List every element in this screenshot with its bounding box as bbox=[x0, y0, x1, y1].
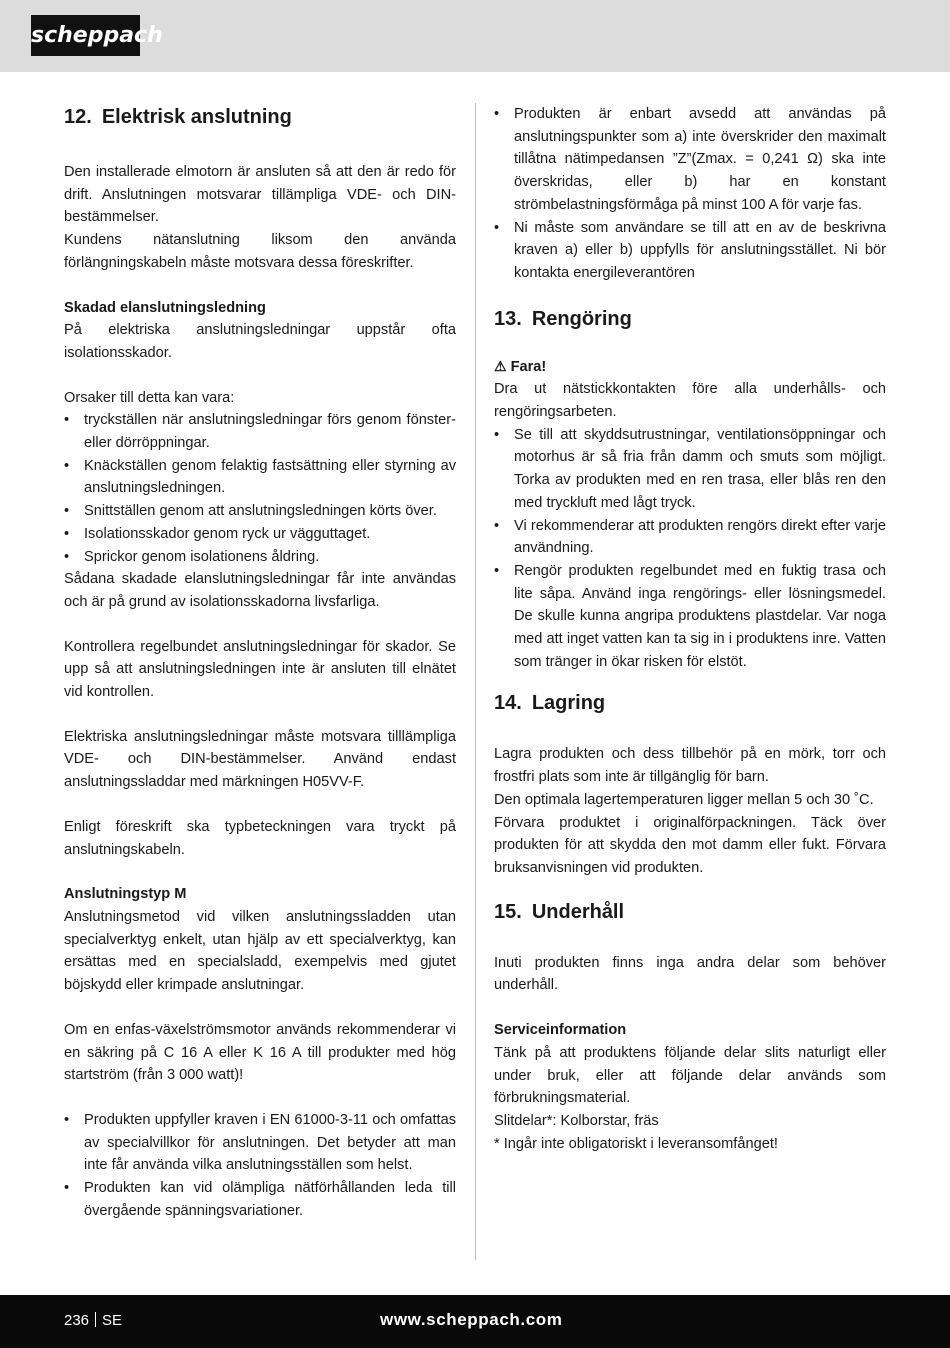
paragraph: Tänk på att produktens följande delar slits naturligt eller under bruk, eller att följande delar används som förbrukningsmaterial. bbox=[494, 1044, 886, 1107]
paragraph: Inuti produkten finns inga andra delar som behöver underhåll. bbox=[494, 954, 886, 994]
list-item: • Isolationsskador genom ryck ur vägguttaget. bbox=[64, 523, 456, 546]
website-link[interactable]: www.scheppach.com bbox=[380, 1310, 563, 1329]
subheading: Skadad elanslutningsledning bbox=[64, 299, 266, 316]
list-item: • Produkten kan vid olämpliga nätförhållanden leda till övergående spänningsvariationer. bbox=[64, 1177, 456, 1222]
warning-triangle-icon: ⚠ bbox=[494, 357, 507, 374]
paragraph: På elektriska anslutningsledningar uppstår ofta isolationsskador. bbox=[64, 322, 456, 361]
language-code: SE bbox=[102, 1312, 123, 1329]
section-13-heading bbox=[494, 305, 886, 333]
section-title: Elektrisk anslutning bbox=[101, 106, 292, 128]
list-item: • Knäckställen genom felaktig fastsättning eller styrning av anslutningsledningen. bbox=[64, 455, 456, 500]
list-item: • tryckställen när anslutningsledningar förs genom fönster- eller dörröppningar. bbox=[64, 409, 456, 454]
paragraph: Kundens nätanslutning liksom den använda förlängningskabeln måste motsvara dessa föreskrifter. bbox=[64, 232, 456, 271]
separator bbox=[95, 1312, 96, 1327]
paragraph: Anslutningsmetod vid vilken anslutningssladden utan specialverktyg enkelt, utan hjälp av ett specialverktyg, kan ersättas med en specialsladd, exempelvis med gjutet böjskydd eller krimpade anslutningar. bbox=[64, 908, 456, 994]
section-title: Underhåll bbox=[531, 900, 625, 923]
paragraph: Lagra produkten och dess tillbehör på en mörk, torr och frostfri plats som inte är tillgänglig för barn. bbox=[494, 746, 886, 786]
paragraph: Den optimala lagertemperaturen ligger mellan 5 och 30 ˚C. bbox=[494, 791, 874, 808]
footer-bar bbox=[0, 1295, 950, 1348]
list-item: • Snittställen genom att anslutningsledningen körts över. bbox=[64, 500, 456, 523]
causes-list bbox=[64, 409, 456, 568]
list-item: • Produkten är enbart avsedd att användas på anslutningspunkter som a) inte överskrider den maximalt tillåtna nätimpedansen ”Z”(Zmax. = 0,241 Ω) ska inte överskridas, eller b) har en konstant strömbelastningsförmåga på minst 100 A för varje fas. bbox=[494, 103, 886, 217]
warning-label bbox=[494, 355, 886, 379]
column-divider bbox=[475, 103, 476, 1260]
page-indicator bbox=[64, 1310, 122, 1332]
subheading: Anslutningstyp M bbox=[64, 886, 187, 903]
brand-logo: scheppach bbox=[31, 15, 140, 56]
paragraph: Den installerade elmotorn är ansluten så att den är redo för drift. Anslutningen motsvarar tillämpliga VDE- och DIN-bestämmelser. bbox=[64, 164, 456, 226]
header-bar bbox=[0, 0, 950, 72]
list-item: • Sprickor genom isolationens åldring. bbox=[64, 546, 456, 569]
paragraph: Sådana skadade elanslutningsledningar får inte användas och är på grund av isolationsskadorna livsfarliga. bbox=[64, 571, 456, 610]
page-number: 236 bbox=[64, 1312, 90, 1329]
paragraph: Kontrollera regelbundet anslutningsledningar för skador. Se upp så att anslutningsledningen inte är ansluten till elnätet vid kontrollen. bbox=[64, 638, 456, 701]
section-number: 15. bbox=[494, 900, 522, 923]
subheading: Serviceinformation bbox=[494, 1022, 627, 1039]
warning-text: Fara! bbox=[510, 358, 547, 375]
connection-points-list bbox=[494, 103, 886, 285]
paragraph: Elektriska anslutningsledningar måste motsvara tilllämpliga VDE- och DIN-bestämmelser. Använd endast anslutningssladdar med märkningen H05VV-F. bbox=[64, 728, 456, 791]
section-15-heading bbox=[494, 898, 886, 926]
list-item: • Vi rekommenderar att produkten rengörs direkt efter varje användning. bbox=[494, 515, 886, 560]
right-column bbox=[494, 103, 886, 1155]
section-title: Lagring bbox=[531, 692, 606, 715]
section-number: 14. bbox=[494, 692, 522, 715]
paragraph: * Ingår inte obligatoriskt i leveransomfånget! bbox=[494, 1135, 778, 1152]
compliance-list bbox=[64, 1109, 456, 1223]
list-item: • Produkten uppfyller kraven i EN 61000-3-11 och omfattas av specialvillkor för anslutningen. Det betyder att man inte får använda vilka anslutningsställen som helst. bbox=[64, 1109, 456, 1177]
paragraph: Orsaker till detta kan vara: bbox=[64, 389, 235, 406]
section-14-heading bbox=[494, 689, 886, 717]
paragraph: Enligt föreskrift ska typbeteckningen vara tryckt på anslutningskabeln. bbox=[64, 818, 456, 858]
cleaning-list bbox=[494, 424, 886, 674]
left-column bbox=[64, 103, 456, 1222]
section-title: Rengöring bbox=[531, 307, 632, 330]
list-item: • Se till att skyddsutrustningar, ventilationsöppningar och motorhus är så fria från damm och smuts som möjligt. Torka av produkten med en ren trasa, eller blås ren den med tryckluft med lågt tryck. bbox=[494, 424, 886, 515]
paragraph: Förvara produktet i originalförpackningen. Täck över produkten för att skydda den mot damm eller fukt. Förvara bruksanvisningen vid produkten. bbox=[494, 814, 886, 876]
list-item: • Ni måste som användare se till att en av de beskrivna kraven a) eller b) uppfylls för anslutningsstället. Ni bör kontakta energileverantören bbox=[494, 217, 886, 285]
paragraph: Dra ut nätstickkontakten före alla underhålls- och rengöringsarbeten. bbox=[494, 381, 886, 421]
list-item: • Rengör produkten regelbundet med en fuktig trasa och lite såpa. Använd inga rengörings- eller lösningsmedel. De skulle kunna angripa produktens plastdelar. Var noga med att inget vatten kan ta sig in i produktens inre. Vatten som tränger in ökar risken för elstöt. bbox=[494, 560, 886, 674]
paragraph: Om en enfas-växelströmsmotor används rekommenderar vi en säkring på C 16 A eller K 16 A till produkter med hög startström (från 3 000 watt)! bbox=[64, 1021, 456, 1084]
section-number: 13. bbox=[494, 307, 522, 330]
section-12-heading bbox=[64, 103, 456, 131]
paragraph: Slitdelar*: Kolborstar, fräs bbox=[494, 1112, 659, 1129]
section-number: 12. bbox=[64, 106, 92, 128]
